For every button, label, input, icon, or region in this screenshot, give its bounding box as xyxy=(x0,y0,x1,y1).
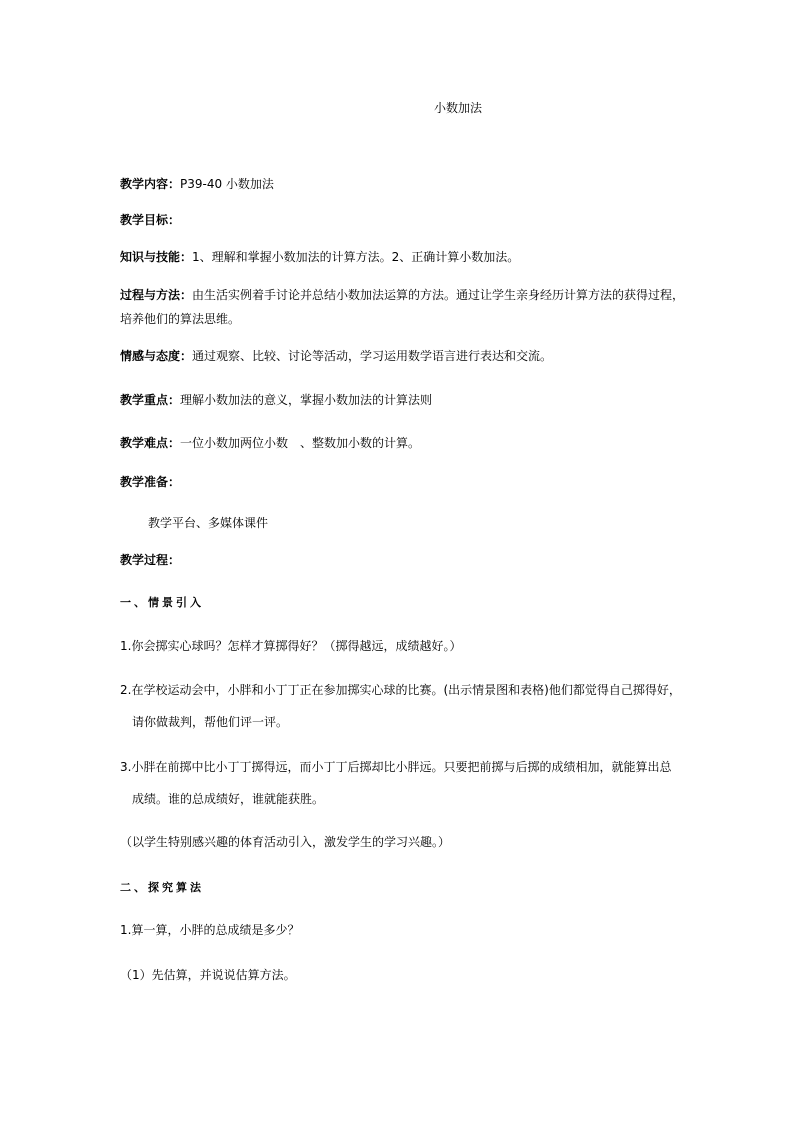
section-1-note: （以学生特别感兴趣的体育活动引入，激发学生的学习兴趣。） xyxy=(120,835,451,849)
process-label: 教学过程： xyxy=(120,553,181,567)
section-2-heading: 二、探究算法 xyxy=(120,881,204,894)
difficulty-label: 教学难点： xyxy=(120,436,181,450)
preparation-label: 教学准备： xyxy=(120,475,181,489)
difficulty xyxy=(120,435,420,451)
key-point-value: 理解小数加法的意义，掌握小数加法的计算法则 xyxy=(180,393,433,407)
process-method-label: 过程与方法： xyxy=(120,288,193,302)
section-2-item-1: 1.算一算，小胖的总成绩是多少？ xyxy=(120,923,300,937)
emotion-attitude xyxy=(120,348,552,364)
section-1-item-1: 1.你会掷实心球吗？怎样才算掷得好？（掷得越远，成绩越好。） xyxy=(120,639,462,653)
process-method-continued: 培养他们的算法思维。 xyxy=(120,312,241,326)
knowledge-skills-label: 知识与技能： xyxy=(120,250,193,264)
section-2-sub-1: （1）先估算，并说说估算方法。 xyxy=(120,968,296,982)
teaching-content-value: P39-40 小数加法 xyxy=(180,177,274,191)
process-method-value: 由生活实例着手讨论并总结小数加法运算的方法。通过让学生亲身经历计算方法的获得过程， xyxy=(192,288,685,302)
preparation-value: 教学平台、多媒体课件 xyxy=(148,516,269,530)
emotion-attitude-label: 情感与态度： xyxy=(120,349,193,363)
key-point xyxy=(120,392,432,408)
section-1-item-3-continued: 成绩。谁的总成绩好，谁就能获胜。 xyxy=(132,792,325,806)
difficulty-value: 一位小数加两位小数 、整数加小数的计算。 xyxy=(180,436,421,450)
teaching-content xyxy=(120,176,274,192)
objectives-label: 教学目标： xyxy=(120,213,181,227)
teaching-content-label: 教学内容： xyxy=(120,177,181,191)
section-1-heading: 一、情景引入 xyxy=(120,596,204,609)
section-1-item-2-continued: 请你做裁判，帮他们评一评。 xyxy=(132,715,289,729)
section-1-item-3: 3.小胖在前掷中比小丁丁掷得远，而小丁丁后掷却比小胖远。只要把前掷与后掷的成绩相加，就能算出总 xyxy=(120,760,672,774)
key-point-label: 教学重点： xyxy=(120,393,181,407)
emotion-attitude-value: 通过观察、比较、讨论等活动，学习运用数学语言进行表达和交流。 xyxy=(192,349,553,363)
process-method xyxy=(120,287,684,303)
knowledge-skills-value: 1、理解和掌握小数加法的计算方法。2、正确计算小数加法。 xyxy=(192,250,520,264)
section-1-item-2: 2.在学校运动会中，小胖和小丁丁正在参加掷实心球的比赛。(出示情景图和表格)他们都觉得自己掷得好， xyxy=(120,683,681,697)
page-title: 小数加法 xyxy=(434,101,483,115)
knowledge-skills xyxy=(120,249,519,265)
